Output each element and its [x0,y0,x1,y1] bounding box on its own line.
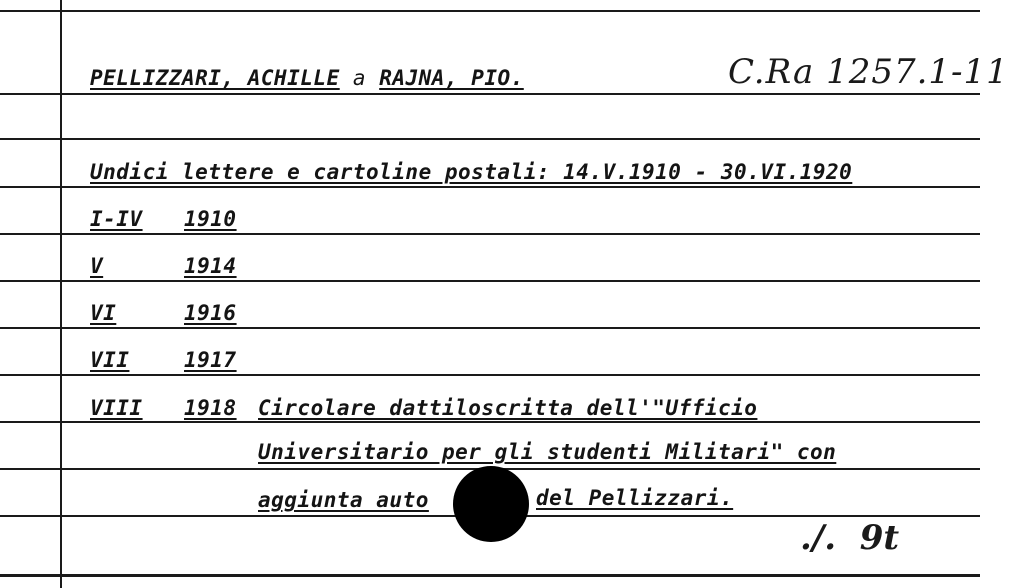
rule [0,138,980,140]
top-rule [0,10,980,12]
margin-line [60,0,62,588]
rule [0,421,980,423]
entry-year: 1910 [184,207,237,231]
recipient-name: RAJNA, PIO. [379,66,524,90]
rule [0,327,980,329]
shelfmark: C.Ra 1257.1-11 [728,52,1009,92]
rule [0,374,980,376]
note-continuation: del Pellizzari. [536,486,734,510]
rule [0,93,980,95]
rule [0,280,980,282]
rule [0,186,980,188]
entry-number: VI [90,301,117,325]
entry-year: 1917 [184,348,237,372]
connector: a [352,66,367,90]
entry-note: Circolare dattiloscritta dell'"Ufficio [258,396,758,420]
description: Undici lettere e cartoline postali: 14.V.1910 - 30.VI.1920 [90,160,853,184]
entry-number: I-IV [90,207,143,231]
entry-year: 1914 [184,254,237,278]
entry-year: 1916 [184,301,237,325]
rule [0,233,980,235]
author-name: PELLIZZARI, ACHILLE [90,66,340,90]
bottom-rule [0,574,980,577]
punch-hole [453,466,529,542]
entry-number: VII [90,348,130,372]
footer-mark: ./. 9t [800,518,900,558]
note-continuation: Universitario per gli studenti Militari" con [258,440,837,464]
entry-number: VIII [90,396,143,420]
card-header [90,66,524,90]
note-continuation: aggiunta auto [258,488,429,512]
entry-number: V [90,254,104,278]
entry-year: 1918 [184,396,237,420]
